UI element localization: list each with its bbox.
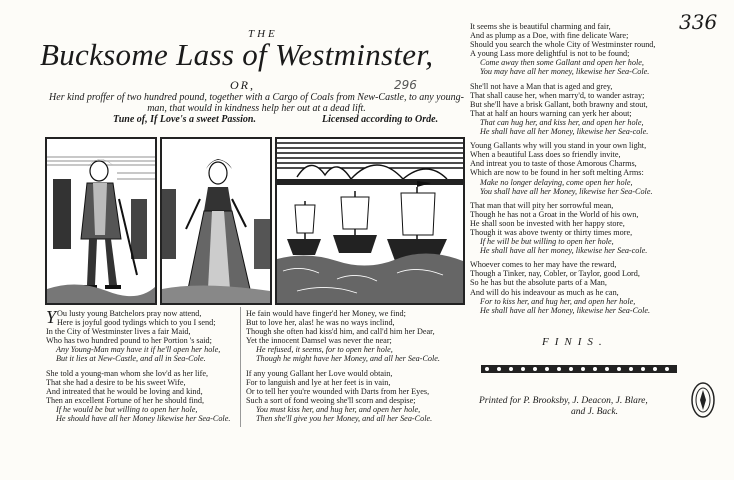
verse-line: That she had a desire to be his sweet Wife, xyxy=(46,377,186,387)
column-divider xyxy=(240,307,241,427)
verse-column-middle xyxy=(246,309,440,423)
verse-line: So he has but the absolute parts of a Man, xyxy=(470,278,607,288)
ballad-title: Bucksome Lass of Westminster, xyxy=(40,37,434,72)
verse-line: Who has two hundred pound to her Portion 's said; xyxy=(46,336,212,346)
verse-line: And as plump as a Doe, with fine delicate Ware; xyxy=(470,31,629,41)
verse-line: But to love her, alas! he was no ways inclind, xyxy=(246,318,395,328)
woodcut-lady xyxy=(160,137,272,305)
printer-imprint xyxy=(479,396,648,418)
ornamental-border xyxy=(481,362,677,376)
refrain-line: Then she'll give you her Money, and all her Sea-Cole. xyxy=(256,414,433,424)
verse-line: And intreated that he would be loving and kind, xyxy=(46,386,203,396)
lady-figure-icon xyxy=(162,139,270,303)
verse-column-left xyxy=(46,309,230,423)
refrain-line: He shall have all her money, likewise her Sea-cole. xyxy=(480,246,648,256)
verse-line: That man that will pity her sorrowful mean, xyxy=(470,200,614,210)
verse-line: That at half an hours warning can yerk her about; xyxy=(470,108,632,118)
refrain-line: But it lies at New-Castle, and all in Sea-Cole. xyxy=(56,354,206,364)
finis-mark: FINIS. xyxy=(542,336,608,348)
verse-line: Though a Tinker, nay, Cobler, or Taylor, good Lord, xyxy=(470,269,640,279)
verse-line: Then an excellent Fortune of her he should find, xyxy=(46,395,205,405)
refrain-line: You may have all her money, likewise her Sea-Cole. xyxy=(480,67,650,77)
page-number: 336 xyxy=(679,10,718,34)
verse-line: When a beautiful Lass does so friendly invite, xyxy=(470,150,621,160)
refrain-line: He refused, it seems, for to open her hole, xyxy=(256,345,393,355)
refrain-line: Though he might have her Money, and all her Sea-Cole. xyxy=(256,354,440,364)
verse-line: For to languish and lye at her feet is in vain, xyxy=(246,377,391,387)
verse-column-right xyxy=(470,22,655,315)
library-stamp xyxy=(690,380,716,425)
verse-line: Yet the innocent Damsel was never the near; xyxy=(246,336,392,346)
verse-line: Y Ou lusty young Batchelors pray now attend, xyxy=(46,307,202,327)
ornament-band-icon xyxy=(481,362,677,376)
verse-line: Should you search the whole City of Westminster round, xyxy=(470,40,656,50)
verse-line: And will do his indeavour as much as he can, xyxy=(470,287,619,297)
woodcut-ships xyxy=(275,137,465,305)
refrain-line: If he will be but willing to open her hole, xyxy=(480,237,614,247)
refrain-line: He shall have all her Money, likewise her Sea-cole. xyxy=(480,127,649,137)
verse-line: Though he has not a Groat in the World of his own, xyxy=(470,209,639,219)
drop-cap: Y xyxy=(46,307,57,327)
refrain-line: That can hug her, and kiss her, and open her hole, xyxy=(480,117,644,127)
verse-line: Young Gallants why will you stand in your own light, xyxy=(470,141,647,151)
verse-line: Though it was above twenty or thirty times more, xyxy=(470,227,633,237)
refrain-line: He shall have all her Money, likewise her Sea-Cole. xyxy=(480,305,651,315)
refrain-line: For to kiss her, and hug her, and open her hole, xyxy=(480,296,636,306)
library-stamp-icon xyxy=(690,380,716,420)
ships-at-sea-icon xyxy=(277,139,463,303)
verse-line: He shall soon be invested with her happy store, xyxy=(470,218,625,228)
handwritten-mark: 296 xyxy=(394,78,417,92)
refrain-line: Make no longer delaying, come open her hole, xyxy=(480,177,633,187)
verse-line: Such a sort of fond weoing she'll scorn and despise; xyxy=(246,395,416,405)
tune-line: Tune of, If Love's a sweet Passion. xyxy=(113,114,256,125)
verse-line: Whoever comes to her may have the reward, xyxy=(470,260,617,270)
licensed-line: Licensed according to Orde. xyxy=(322,114,439,125)
refrain-line: Come away then some Gallant and open her hole, xyxy=(480,58,644,68)
verse-line: It seems she is beautiful charming and fair, xyxy=(470,22,611,31)
verse-line: Though she often had kiss'd him, and call'd him her Dear, xyxy=(246,327,435,337)
refrain-line: If he would be but willing to open her hole, xyxy=(56,404,198,414)
verse-line: And intreat you to taste of those Amorous Charms, xyxy=(470,159,637,169)
pre-title: THE xyxy=(248,28,278,40)
gentleman-figure-icon xyxy=(47,139,155,303)
refrain-line: You must kiss her, and hug her, and open her hole, xyxy=(256,404,421,414)
verse-line: That shall cause her, when marry'd, to wander astray; xyxy=(470,90,645,100)
verse-line: Which are now to be found in her soft melting Arms: xyxy=(470,168,644,178)
verse-line: Or to tell her you're wounded with Darts from her Eyes, xyxy=(246,386,430,396)
subtitle: Her kind proffer of two hundred pound, together with a Cargo of Coals from New-Castle, to any young-man, that would in kindness help her out at a dead lift. xyxy=(49,92,464,114)
verse-line: He fain would have finger'd her Money, we find; xyxy=(246,309,406,318)
woodcut-gentleman xyxy=(45,137,157,305)
verse-line: She'll not have a Man that is aged and grey, xyxy=(470,81,613,91)
imprint-line-2: and J. Back. xyxy=(571,407,618,417)
verse-line: A young Lass more delightful is not to be found; xyxy=(470,49,630,59)
refrain-line: He should have all her Money likewise her Sea-Cole. xyxy=(56,414,231,424)
refrain-line: You shall have all her Money, likewise her Sea-Cole. xyxy=(480,186,653,196)
verse-line: If any young Gallant her Love would obtain, xyxy=(246,368,393,378)
or-line: OR, xyxy=(230,78,255,92)
verse-line: Here is joyful good tydings which to you I send; xyxy=(57,318,216,328)
verse-line: In the City of Westminster lives a fair Maid, xyxy=(46,327,191,337)
refrain-line: Any Young-Man may have it if he'll open her hole, xyxy=(56,345,221,355)
verse-line: But she'll have a brisk Gallant, both brawny and stout, xyxy=(470,99,648,109)
verse-line: She told a young-man whom she lov'd as her life, xyxy=(46,368,209,378)
imprint-line-1: Printed for P. Brooksby, J. Deacon, J. Blare, xyxy=(479,396,648,406)
